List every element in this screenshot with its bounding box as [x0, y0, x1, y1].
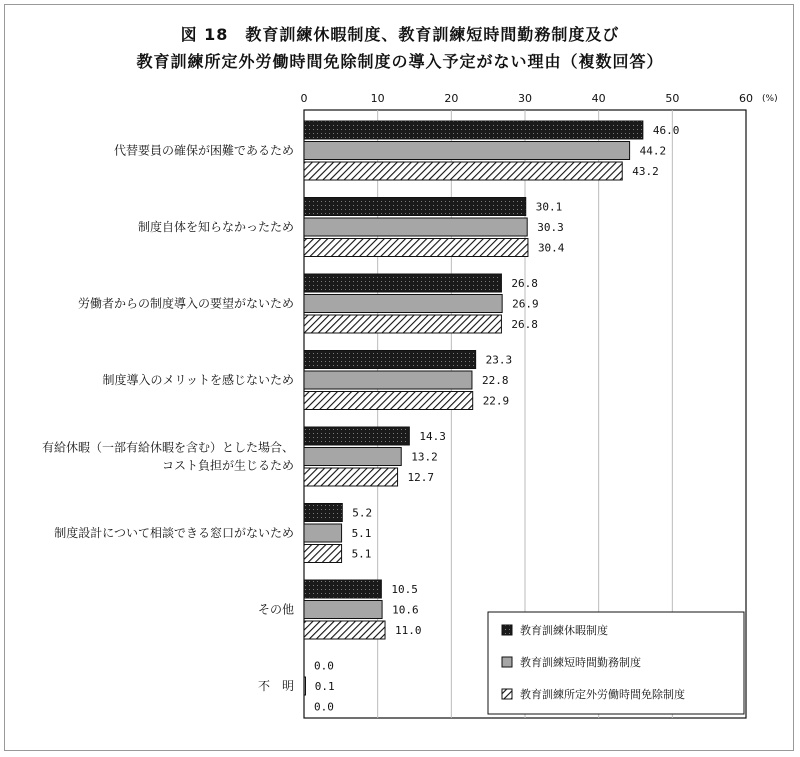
data-label: 0.0 [314, 659, 334, 673]
category-label: 制度自体を知らなかったため [137, 220, 294, 234]
bar-3 [304, 545, 342, 563]
bar-1 [304, 121, 643, 139]
data-label: 11.0 [395, 624, 422, 637]
legend-swatch-2 [502, 657, 512, 667]
data-label: 5.2 [352, 506, 373, 520]
data-label: 46.0 [652, 124, 680, 137]
bar-3 [304, 392, 473, 410]
data-label: 10.6 [392, 603, 419, 617]
data-label: 43.2 [632, 165, 659, 178]
data-label: 5.1 [351, 527, 372, 540]
chart-title-line-1: 図 18 教育訓練休暇制度、教育訓練短時間勤務制度及び [180, 25, 620, 44]
data-label: 10.5 [391, 583, 418, 596]
data-label: 23.3 [485, 353, 513, 367]
category-label: 制度導入のメリットを感じないため [102, 373, 294, 387]
data-label: 14.3 [419, 430, 446, 443]
x-tick-label: 10 [370, 92, 385, 105]
x-tick-label: 20 [444, 92, 459, 105]
x-tick-label: 40 [591, 92, 606, 105]
category-label: その他 [257, 602, 294, 617]
bar-1 [304, 427, 409, 445]
data-label: 30.4 [537, 241, 565, 255]
data-label: 22.8 [481, 374, 509, 387]
legend-label: 教育訓練休暇制度 [520, 624, 608, 637]
bar-2 [304, 218, 527, 236]
category-label: 制度設計について相談できる窓口がないため [54, 526, 294, 540]
bar-1 [304, 351, 476, 369]
legend-label: 教育訓練短時間勤務制度 [520, 656, 641, 669]
x-unit-label: (%) [762, 94, 778, 104]
data-label: 30.3 [537, 221, 564, 234]
x-tick-label: 0 [300, 92, 308, 105]
data-label: 0.0 [314, 700, 334, 714]
data-label: 30.1 [535, 200, 563, 214]
bar-2 [304, 371, 472, 389]
x-tick-label: 60 [739, 92, 753, 105]
bar-2 [304, 601, 382, 619]
bar-1 [304, 198, 526, 216]
category-label: 代替要員の確保が困難であるため [113, 143, 294, 158]
data-label: 12.7 [407, 471, 435, 484]
data-label: 22.9 [482, 394, 510, 408]
category-label: 労働者からの制度導入の要望がないため [77, 296, 294, 311]
legend-swatch-1 [502, 625, 512, 635]
bar-3 [304, 468, 398, 486]
data-label: 5.1 [351, 547, 372, 561]
x-tick-label: 50 [665, 92, 680, 105]
data-label: 26.9 [512, 297, 539, 311]
bar-3 [304, 315, 501, 333]
legend-swatch-3 [502, 689, 512, 699]
bar-1 [304, 504, 342, 522]
bar-2 [304, 142, 630, 160]
x-tick-label: 30 [518, 92, 532, 105]
chart-title-line-2: 教育訓練所定外労働時間免除制度の導入予定がない理由（複数回答） [136, 52, 664, 71]
bar-2 [304, 524, 342, 542]
data-label: 13.2 [411, 450, 438, 464]
data-label: 0.1 [314, 680, 335, 693]
bar-3 [304, 239, 528, 257]
data-label: 26.8 [511, 277, 538, 290]
bar-2 [304, 677, 306, 695]
category-label: コスト負担が生じるため [161, 458, 294, 473]
bar-1 [304, 580, 381, 598]
category-label: 有給休暇（一部有給休暇を含む）とした場合、 [41, 440, 294, 455]
bar-2 [304, 295, 502, 313]
legend-label: 教育訓練所定外労働時間免除制度 [520, 688, 685, 701]
bar-3 [304, 162, 622, 180]
data-label: 26.8 [511, 318, 538, 331]
category-label: 不 明 [257, 679, 294, 693]
bar-1 [304, 274, 501, 292]
bar-3 [304, 621, 385, 639]
data-label: 44.2 [639, 144, 667, 158]
bar-2 [304, 448, 401, 466]
